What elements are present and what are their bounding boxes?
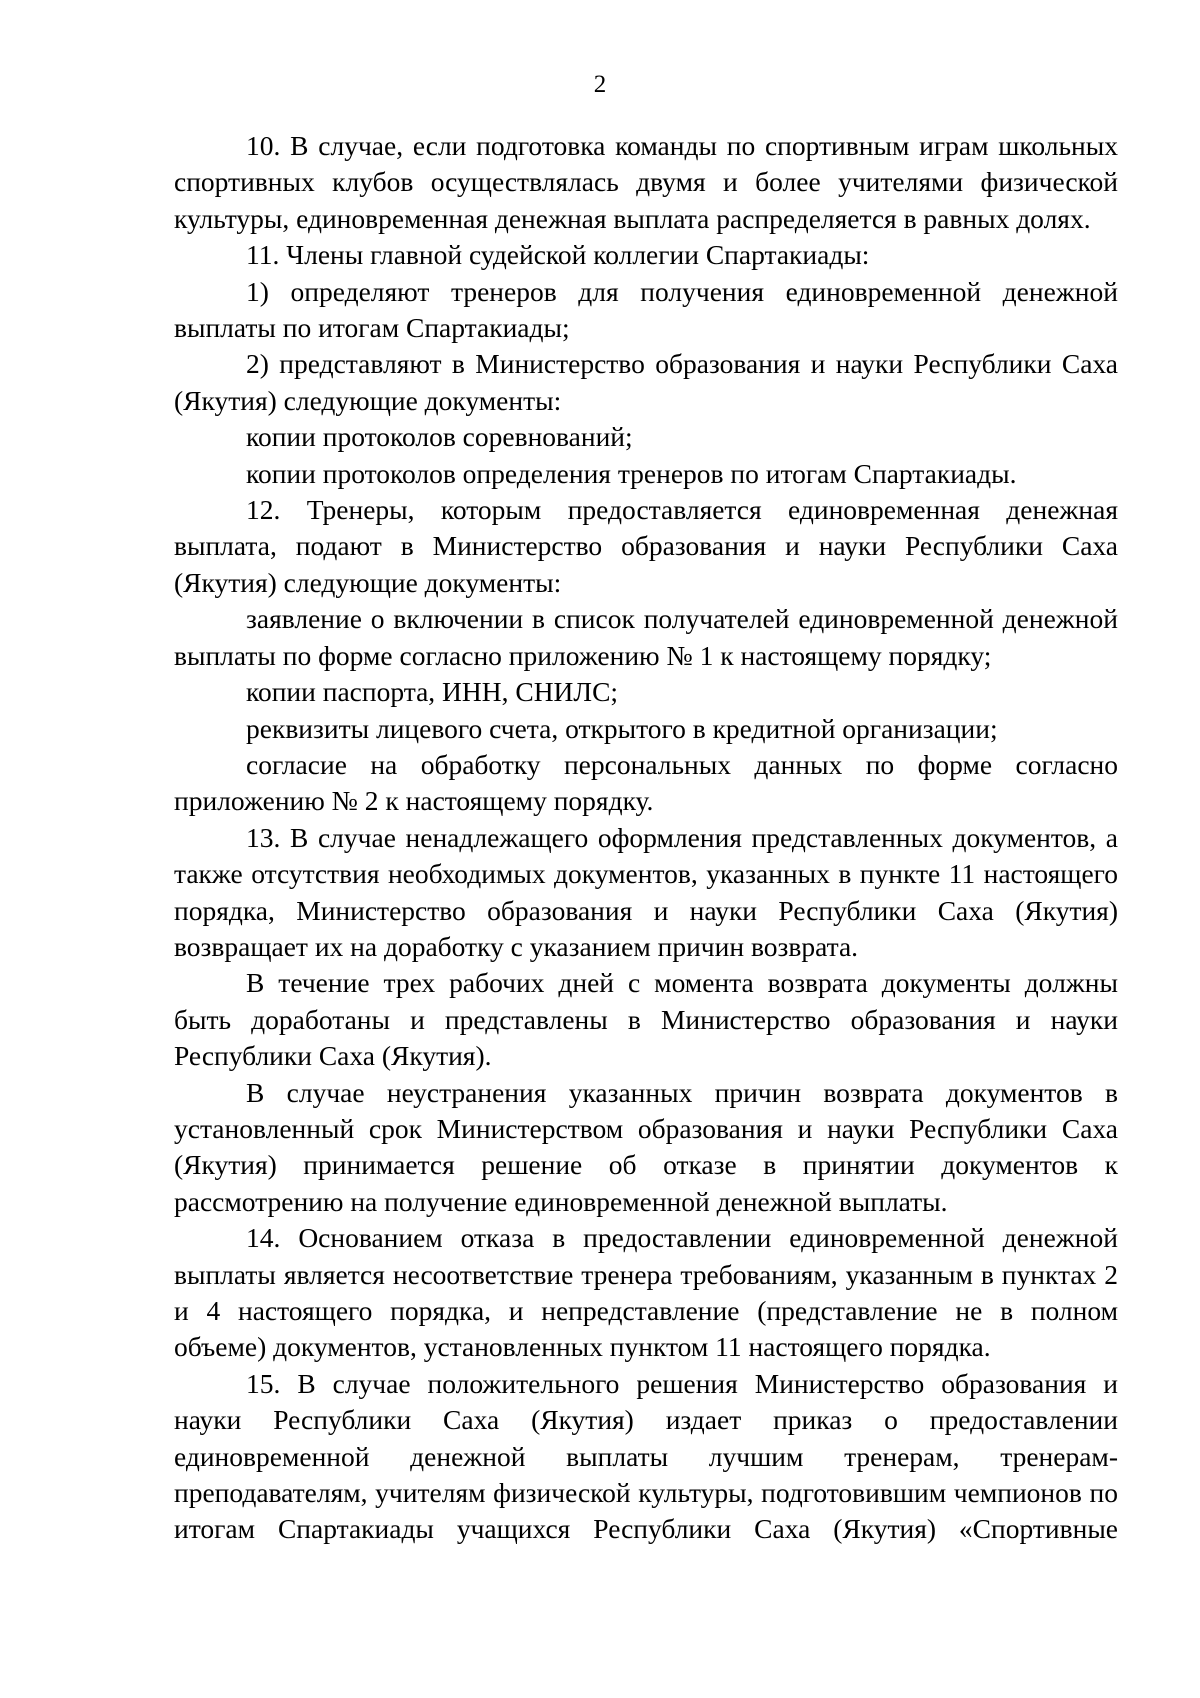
paragraph-12-list-item-2: копии паспорта, ИНН, СНИЛС; <box>246 676 619 708</box>
paragraph-11-list-item-1: копии протоколов соревнований; <box>246 421 633 453</box>
paragraph-11: 11. Члены главной судейской коллегии Спартакиады: <box>246 239 870 271</box>
paragraph-10: 10. В случае, если подготовка команды по спортивным играм школьных спортивных клубов осуществлялась двумя и более учителями физической культуры, единовременная денежная выплата распределяется в равных долях. <box>174 130 1118 234</box>
paragraph-14: 14. Основанием отказа в предоставлении единовременной денежной выплаты является несоответствие тренера требованиям, указанным в пунктах 2 и 4 настоящего порядка, и непредставление (представление не в полном объеме) документов, установленных пунктом 11 настоящего порядка. <box>174 1222 1118 1363</box>
paragraph-12-list-item-1: заявление о включении в список получателей единовременной денежной выплаты по форме согласно приложению № 1 к настоящему порядку; <box>174 603 1118 671</box>
paragraph-13-part-2: В течение трех рабочих дней с момента возврата документы должны быть доработаны и представлены в Министерство образования и науки Республики Саха (Якутия). <box>174 967 1118 1072</box>
paragraph-12: 12. Тренеры, которым предоставляется единовременная денежная выплата, подают в Министерство образования и науки Республики Саха (Якутия) следующие документы: <box>174 494 1118 598</box>
page-number: 2 <box>593 71 607 98</box>
paragraph-15: 15. В случае положительного решения Министерство образования и науки Республики Саха (Якутия) издает приказ о предоставлении единовременной денежной выплаты лучшим тренерам, тренерам-преподавателям, учителям физической культуры, подготовившим чемпионов по итогам Спартакиады учащихся Республики Саха (Якутия) «Спортивные <box>174 1367 1118 1545</box>
paragraph-11-list-item-2: копии протоколов определения тренеров по итогам Спартакиады. <box>246 457 1017 489</box>
paragraph-11-item-2: 2) представляют в Министерство образования и науки Республики Саха (Якутия) следующие документы: <box>174 348 1118 416</box>
paragraph-12-list-item-3: реквизиты лицевого счета, открытого в кредитной организации; <box>246 712 998 744</box>
paragraph-13-part-3: В случае неустранения указанных причин возврата документов в установленный срок Министерством образования и науки Республики Саха (Якутия) принимается решение об отказе в принятии документов к рассмотрению на получение единовременной денежной выплаты. <box>174 1076 1118 1217</box>
paragraph-12-list-item-4: согласие на обработку персональных данных по форме согласно приложению № 2 к настоящему порядку. <box>174 748 1118 817</box>
document-body <box>174 128 1118 1548</box>
paragraph-13: 13. В случае ненадлежащего оформления представленных документов, а также отсутствия необходимых документов, указанных в пункте 11 настоящего порядка, Министерство образования и науки Республики Саха (Якутия) возвращает их на доработку с указанием причин возврата. <box>174 821 1118 962</box>
paragraph-11-item-1: 1) определяют тренеров для получения единовременной денежной выплаты по итогам Спартакиады; <box>174 275 1118 344</box>
